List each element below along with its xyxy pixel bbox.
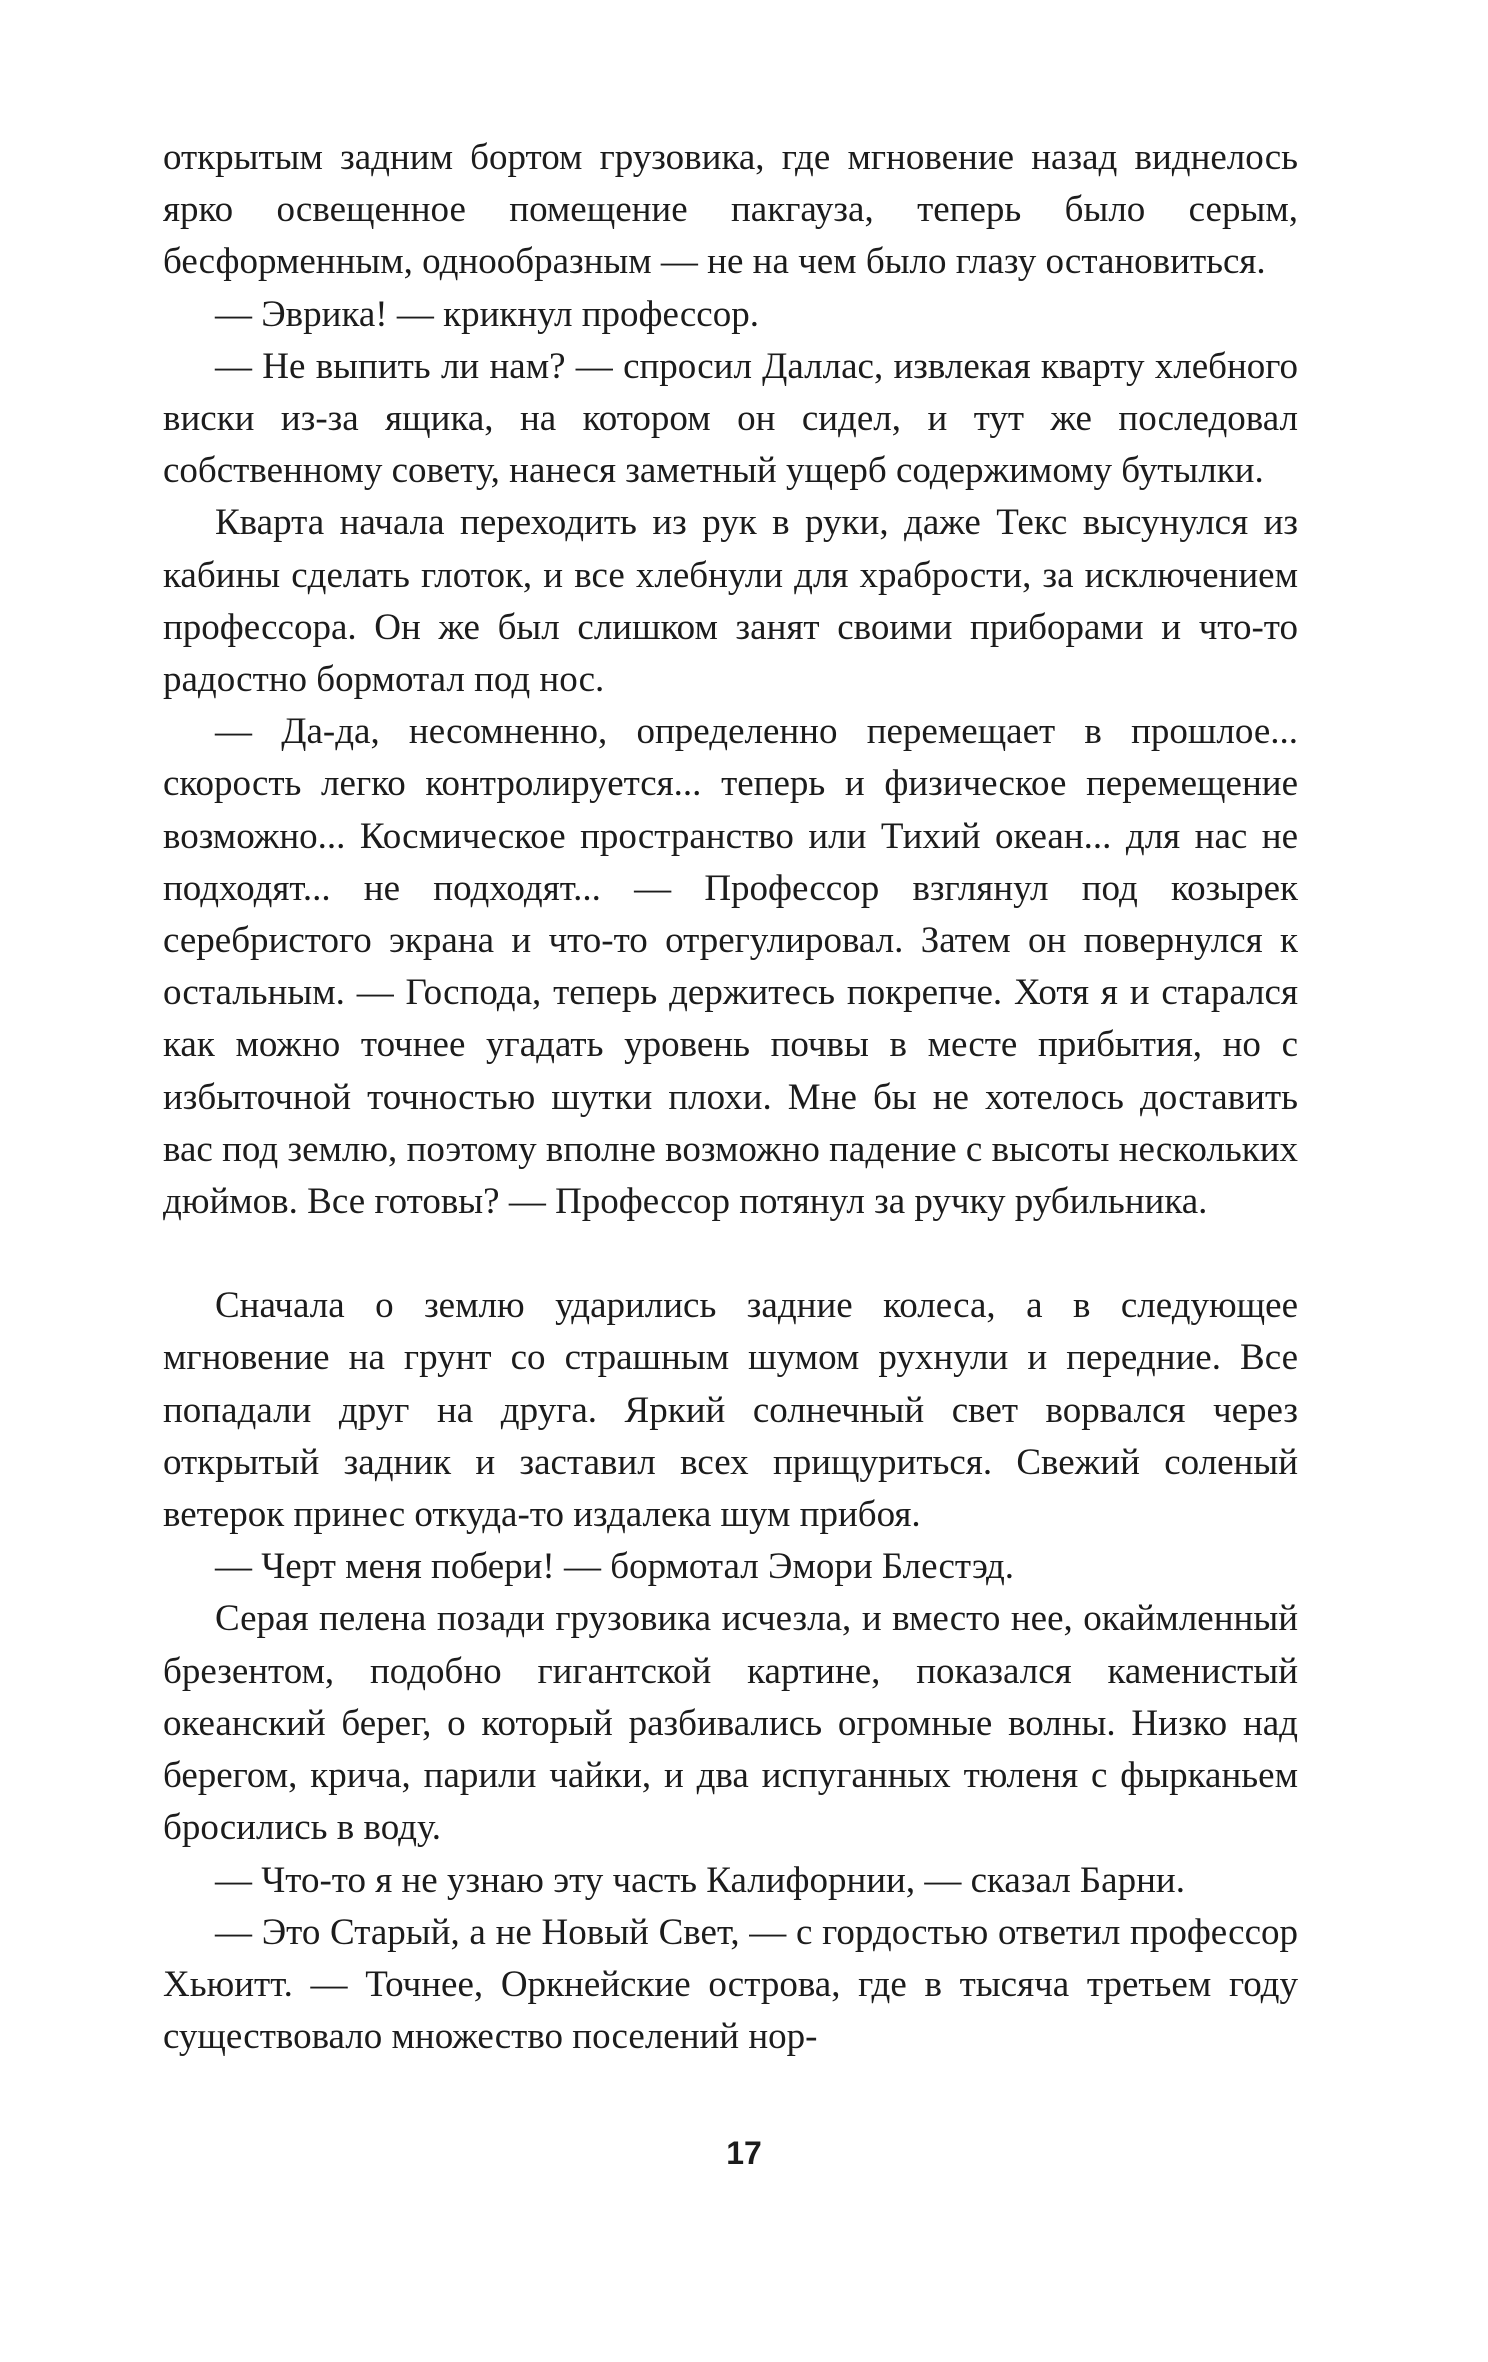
- paragraph: — Что-то я не узнаю эту часть Калифорнии, — сказал Барни.: [215, 1859, 1185, 1901]
- paragraph: — Черт меня побери! — бормотал Эмори Блестэд.: [215, 1546, 1015, 1588]
- paragraph: — Да-да, несомненно, определенно перемещает в прошлое... скорость легко контролируется... теперь и физическое перемещение возможно... Космическое пространство или Тихий океан... для нас не подходят... не подходят... — Профессор взглянул под козырек серебристого экрана и что-то отрегулировал. Затем он повернулся к остальным. — Господа, теперь держитесь покрепче. Хотя я и старался как можно точнее угадать уровень почвы в месте прибытия, но с избыточной точностью шутки плохи. Мне бы не хотелось доставить вас под землю, поэтому вполне возможно падение с высоты нескольких дюймов. Все готовы? — Профессор потянул за ручку рубильника.: [163, 711, 1298, 1223]
- paragraph: открытым задним бортом грузовика, где мгновение назад виднелось ярко освещенное помещение пакгауза, теперь было серым, бесформенным, однообразным — не на чем было глазу остановиться.: [163, 137, 1298, 283]
- paragraph: Серая пелена позади грузовика исчезла, и вместо нее, окаймленный брезентом, подобно гигантской картине, показался каменистый океанский берег, о который разбивались огромные волны. Низко над берегом, крича, парили чайки, и два испуганных тюленя с фырканьем бросились в воду.: [163, 1598, 1298, 1849]
- paragraph: Кварта начала переходить из рук в руки, даже Текс высунулся из кабины сделать глоток, и все хлебнули для храбрости, за исключением профессора. Он же был слишком занят своими приборами и что-то радостно бормотал под нос.: [163, 502, 1298, 701]
- section-part1: [163, 132, 1298, 1228]
- paragraph: Сначала о землю ударились задние колеса, а в следующее мгновение на грунт со страшным шумом рухнули и передние. Все попадали друг на друга. Яркий солнечный свет ворвался через открытый задник и заставил всех прищуриться. Свежий соленый ветерок принес откуда-то издалека шум прибоя.: [163, 1285, 1298, 1536]
- paragraph: — Это Старый, а не Новый Свет, — с гордостью ответил профессор Хьюитт. — Точнее, Оркнейские острова, где в тысяча третьем году существовало множество поселений нор-: [163, 1911, 1298, 2058]
- paragraph: — Эврика! — крикнул профессор.: [215, 293, 759, 335]
- paragraph: — Не выпить ли нам? — спросил Даллас, извлекая кварту хлебного виски из-за ящика, на котором он сидел, и тут же последовал собственному совету, нанеся заметный ущерб содержимому бутылки.: [163, 345, 1298, 492]
- page-body-text: [163, 132, 1298, 2063]
- page-number: 17: [726, 2135, 762, 2171]
- section-break: [163, 1228, 1298, 1280]
- section-part2: [163, 1280, 1298, 2063]
